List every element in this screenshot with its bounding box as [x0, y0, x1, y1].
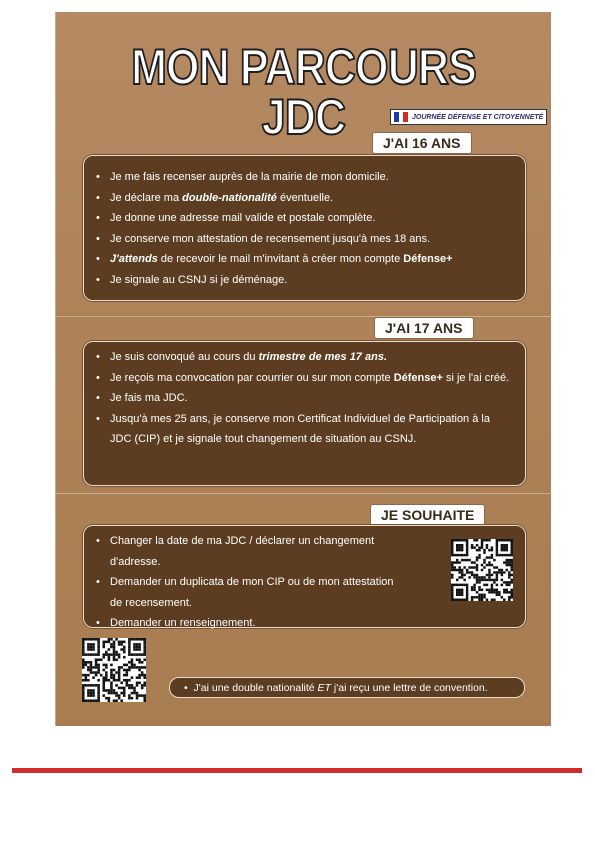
qr-code-icon[interactable] — [82, 638, 146, 702]
jdc-badge — [390, 109, 547, 125]
panel-16-ans — [83, 155, 526, 301]
list-item: • Je reçois ma convocation par courrier ou sur mon compte Défense+ si je l'ai créé. — [84, 368, 513, 389]
list-item: • Demander un renseignement. — [84, 613, 405, 634]
list-item: • Changer la date de ma JDC / déclarer un changement d'adresse. — [84, 531, 405, 572]
list-item: • J'attends de recevoir le mail m'invitant à créer mon compte Défense+ — [84, 249, 525, 270]
note-text: J'ai une double nationalité ET j'ai reçu une lettre de convention. — [193, 682, 488, 694]
list-item: • Je me fais recenser auprès de la mairie de mon domicile. — [84, 167, 525, 188]
poster — [55, 12, 551, 726]
list-17-ans — [84, 342, 525, 450]
list-item: • Je conserve mon attestation de recensement jusqu'à mes 18 ans. — [84, 229, 525, 250]
section-tag-17: J'AI 17 ANS — [375, 318, 473, 338]
list-item: • Je signale au CSNJ si je déménage. — [84, 270, 525, 291]
panel-je-souhaite — [83, 525, 526, 628]
panel-17-ans — [83, 341, 526, 486]
red-divider-line — [12, 768, 582, 773]
tagline: JOURNÉE DÉFENSE ET CITOYENNETÉ — [412, 113, 544, 121]
french-flag-icon — [394, 112, 408, 122]
section-tag-souhaite: JE SOUHAITE — [371, 505, 484, 525]
list-item: • Je fais ma JDC. — [84, 388, 513, 409]
list-item: • Jusqu'à mes 25 ans, je conserve mon Certificat Individuel de Participation à la JDC (CIP) et je signale tout changement de situation au CSNJ. — [84, 409, 513, 450]
note-bullet: • — [184, 682, 194, 694]
section-tag-16: J'AI 16 ANS — [373, 133, 471, 153]
list-item: • Demander un duplicata de mon CIP ou de mon attestation de recensement. — [84, 572, 405, 613]
list-16-ans — [84, 156, 525, 290]
list-item: • Je déclare ma double-nationalité éventuelle. — [84, 188, 525, 209]
page-title: MON PARCOURS JDC — [131, 39, 476, 145]
divider — [56, 316, 551, 317]
double-nationality-note — [169, 677, 525, 698]
list-item: • Je suis convoqué au cours du trimestre de mes 17 ans. — [84, 347, 513, 368]
divider — [56, 493, 551, 494]
qr-code-icon[interactable] — [451, 539, 513, 601]
list-item: • Je donne une adresse mail valide et postale complète. — [84, 208, 525, 229]
